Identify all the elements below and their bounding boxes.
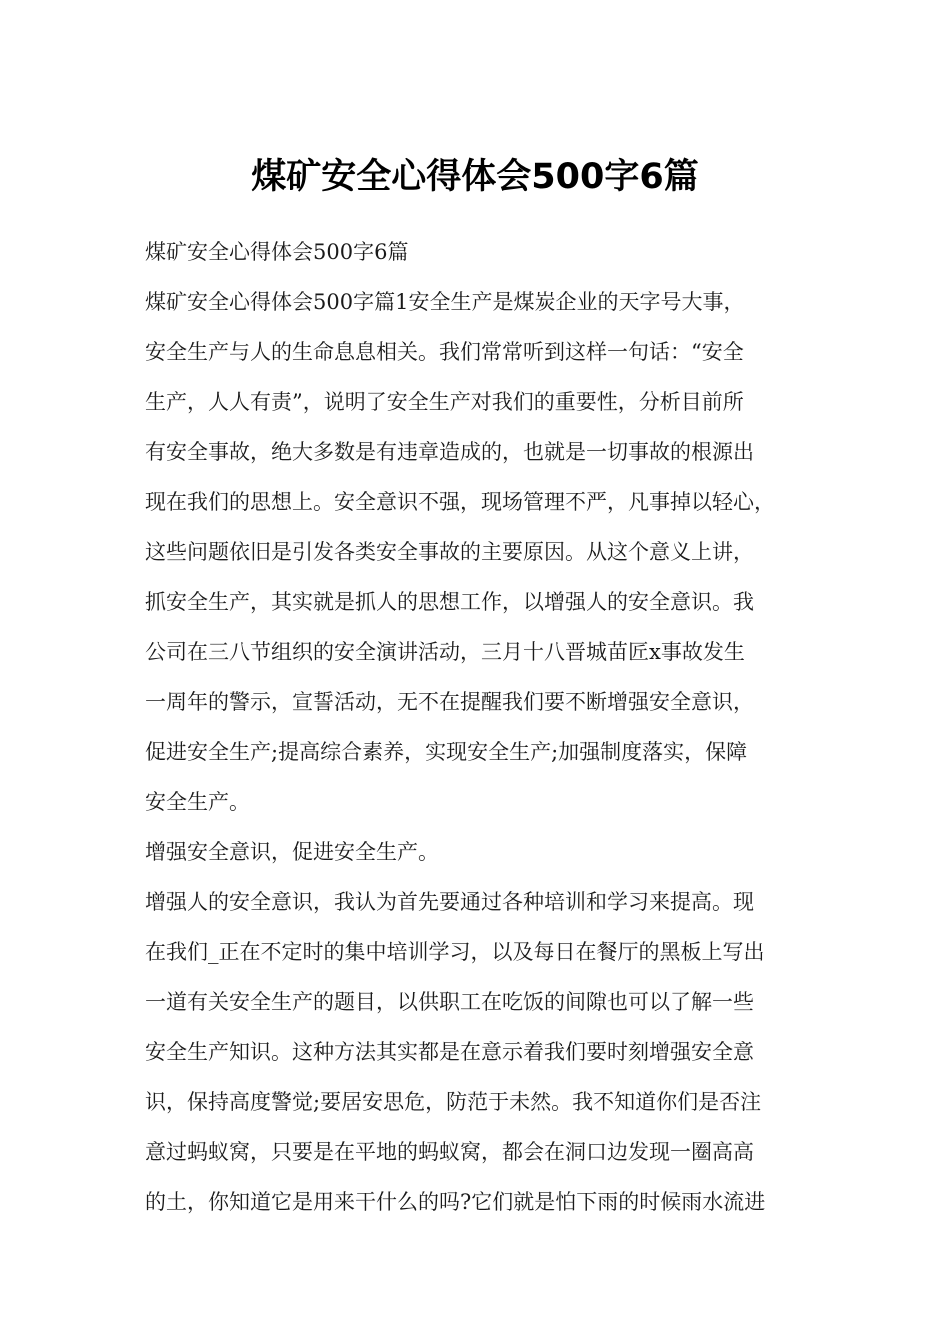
body-line: 一道有关安全生产的题目，以供职工在吃饭的间隙也可以了解一些 [145,990,754,1014]
section-heading-line: 增强安全意识，促进安全生产。 [145,840,439,864]
body-line: 安全生产与人的生命息息相关。我们常常听到这样一句话：“安全 [145,340,744,364]
body-line: 抓安全生产，其实就是抓人的思想工作，以增强人的安全意识。我 [145,590,754,614]
body-line: 煤矿安全心得体会500字篇1安全生产是煤炭企业的天字号大事， [145,290,745,314]
body-line: 的土，你知道它是用来干什么的吗?它们就是怕下雨的时候雨水流进 [145,1190,766,1214]
body-line: 安全生产知识。这种方法其实都是在意示着我们要时刻增强安全意 [145,1040,754,1064]
body-line: 生产，人人有责”，说明了安全生产对我们的重要性，分析目前所 [145,390,744,414]
body-line: 一周年的警示，宣誓活动，无不在提醒我们要不断增强安全意识， [145,690,754,714]
body-line: 有安全事故，绝大多数是有违章造成的，也就是一切事故的根源出 [145,440,754,464]
document-title: 煤矿安全心得体会500字6篇 [251,157,699,198]
body-line: 识，保持高度警觉;要居安思危，防范于未然。我不知道你们是否注 [145,1090,762,1114]
body-line: 安全生产。 [145,790,250,814]
subtitle-line: 煤矿安全心得体会500字6篇 [145,240,409,264]
body-line: 增强人的安全意识，我认为首先要通过各种培训和学习来提高。现 [145,890,754,914]
body-line: 在我们_正在不定时的集中培训学习，以及每日在餐厅的黑板上写出 [145,940,765,964]
body-line: 这些问题依旧是引发各类安全事故的主要原因。从这个意义上讲， [145,540,754,564]
body-line: 现在我们的思想上。安全意识不强，现场管理不严，凡事掉以轻心， [145,490,775,514]
body-line: 意过蚂蚁窝，只要是在平地的蚂蚁窝，都会在洞口边发现一圈高高 [145,1140,754,1164]
body-line: 促进安全生产;提高综合素养，实现安全生产;加强制度落实，保障 [145,740,748,764]
body-line: 公司在三八节组织的安全演讲活动，三月十八晋城苗匠x事故发生 [145,640,745,664]
